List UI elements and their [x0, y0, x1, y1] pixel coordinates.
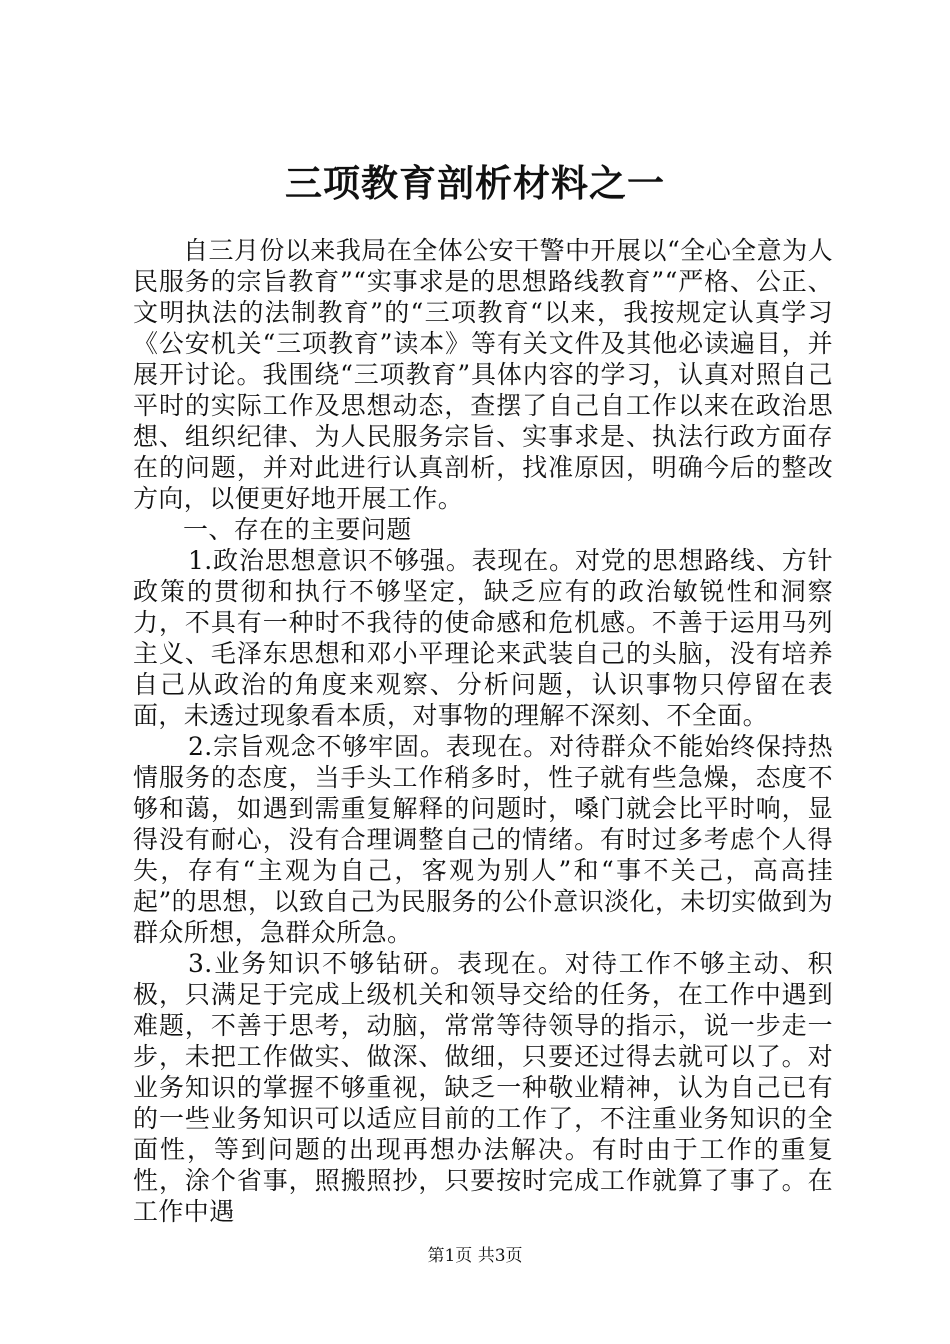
document-body [133, 235, 833, 1227]
document-title: 三项教育剖析材料之一 [285, 161, 665, 205]
paragraph-intro: 自三月份以来我局在全体公安干警中开展以“全心全意为人民服务的宗旨教育”“实事求是的思想路线教育”“严格、公正、文明执法的法制教育”的“三项教育“以来，我按规定认真学习《公安机关“三项教育”读本》等有关文件及其他必读遍目，并展开讨论。我围绕“三项教育”具体内容的学习，认真对照自己平时的实际工作及思想动态，查摆了自己自工作以来在政治思想、组织纪律、为人民服务宗旨、实事求是、执法行政方面存在的问题，并对此进行认真剖析，找准原因，明确今后的整改方向，以便更好地开展工作。 [133, 236, 833, 513]
paragraph-item-1: 1.政治思想意识不够强。表现在。对党的思想路线、方针政策的贯彻和执行不够坚定，缺乏应有的政治敏锐性和洞察力，不具有一种时不我待的使命感和危机感。不善于运用马列主义、毛泽东思想和邓小平理论来武装自己的头脑，没有培养自己从政治的角度来观察、分析问题，认识事物只停留在表面，未透过现象看本质，对事物的理解不深刻、不全面。 [133, 546, 833, 730]
paragraph-item-3: 3.业务知识不够钻研。表现在。对待工作不够主动、积极，只满足于完成上级机关和领导交给的任务，在工作中遇到难题，不善于思考，动脑，常常等待领导的指示，说一步走一步，未把工作做实、做深、做细，只要还过得去就可以了。对业务知识的掌握不够重视，缺乏一种敬业精神，认为自己已有的一些业务知识可以适应目前的工作了，不注重业务知识的全面性，等到问题的出现再想办法解决。有时由于工作的重复性，涂个省事，照搬照抄，只要按时完成工作就算了事了。在工作中遇 [133, 949, 833, 1226]
page-number-footer: 第1页 共3页 [427, 1246, 523, 1266]
section-heading: 一、存在的主要问题 [183, 515, 412, 544]
paragraph-item-2: 2.宗旨观念不够牢固。表现在。对待群众不能始终保持热情服务的态度，当手头工作稍多时，性子就有些急燥，态度不够和蔼，如遇到需重复解释的问题时，嗓门就会比平时响，显得没有耐心，没有合理调整自己的情绪。有时过多考虑个人得失，存有“主观为自己，客观为别人”和“事不关己，高高挂起”的思想，以致自己为民服务的公仆意识淡化，未切实做到为群众所想，急群众所急。 [133, 732, 833, 947]
